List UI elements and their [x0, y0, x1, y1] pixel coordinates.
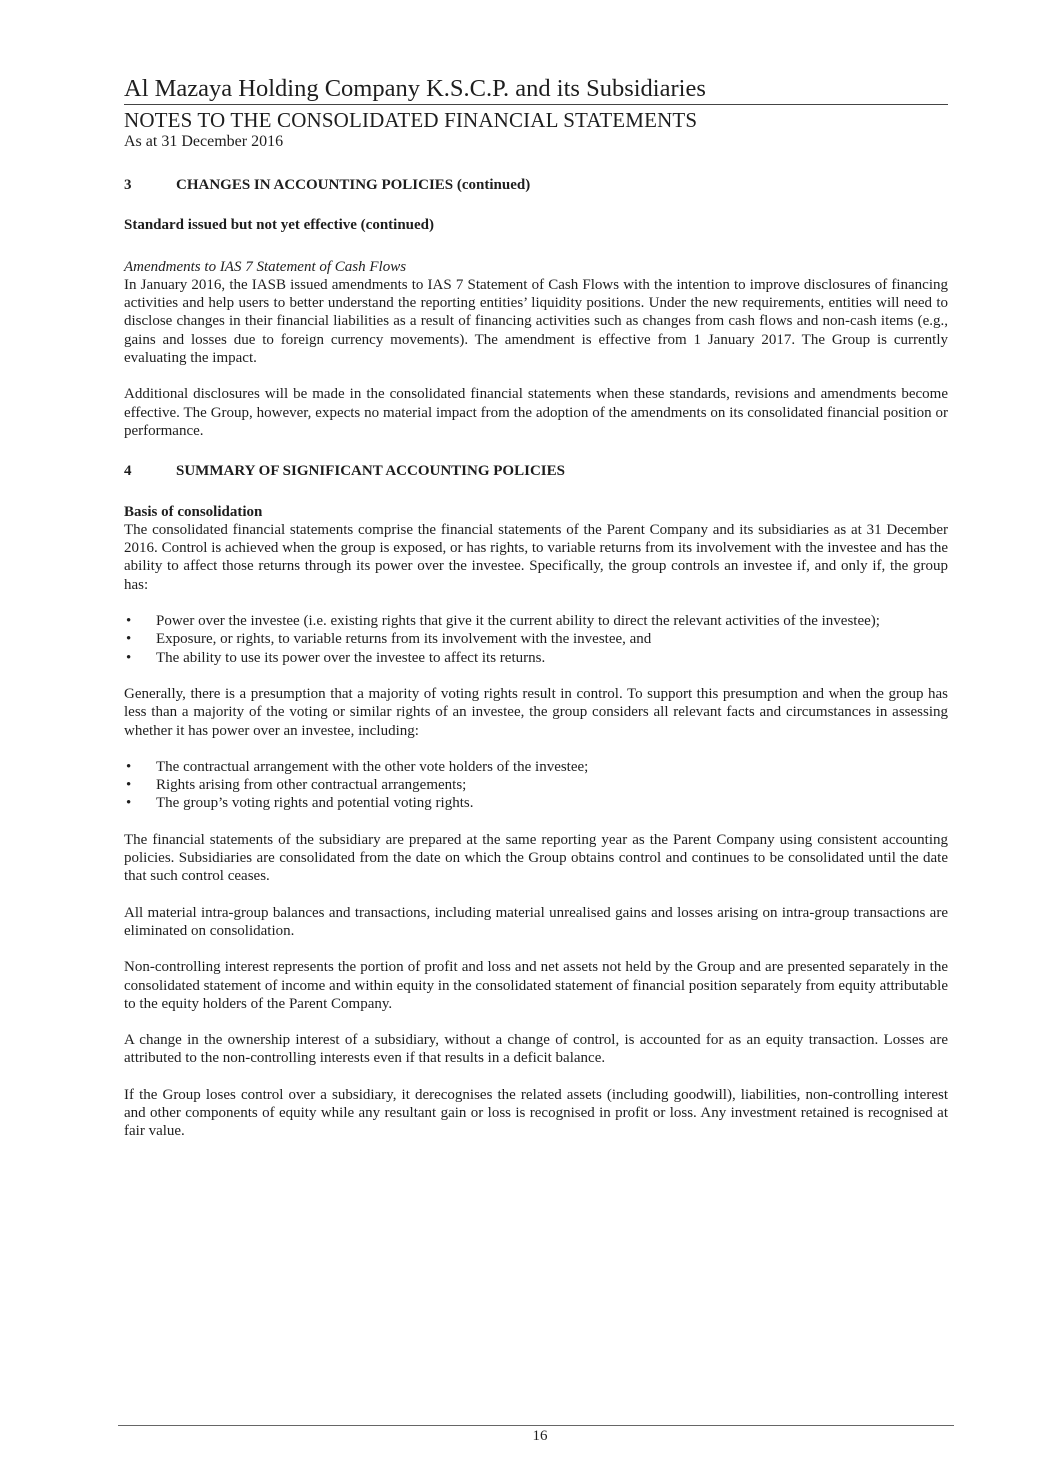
list-item: • Exposure, or rights, to variable returns from its involvement with the investee, and — [124, 630, 948, 648]
report-date: As at 31 December 2016 — [124, 133, 284, 150]
section-3-number: 3 — [124, 177, 132, 193]
header-divider — [124, 104, 948, 105]
footer-divider — [118, 1425, 954, 1426]
voting-rights-paragraph: Generally, there is a presumption that a majority of voting rights result in control. To support this presumption and when the group has less than a majority of the voting or similar rights of an investee, the group considers all relevant facts and circumstances in assessing whether it has power over an investee, including: — [124, 685, 948, 739]
standards-subheading: Standard issued but not yet effective (continued) — [124, 217, 434, 234]
list-item: • The ability to use its power over the investee to affect its returns. — [124, 649, 948, 667]
relevant-facts-list — [124, 758, 948, 813]
additional-disclosures-paragraph: Additional disclosures will be made in the consolidated financial statements when these standards, revisions and amendments become effective. The Group, however, expects no material impact from the adoption of the amendments on its consolidated financial position or performance. — [124, 386, 948, 439]
section-4-heading — [124, 462, 948, 480]
list-item: • Power over the investee (i.e. existing rights that give it the current ability to direct the relevant activities of the investee); — [124, 612, 948, 630]
intra-group-paragraph: All material intra-group balances and transactions, including material unrealised gains and losses arising on intra-group transactions are eliminated on consolidation. — [124, 904, 948, 939]
list-item: • The contractual arrangement with the other vote holders of the investee; — [124, 758, 948, 776]
ias7-amendment-heading: Amendments to IAS 7 Statement of Cash Flows — [124, 258, 407, 275]
non-controlling-interest-paragraph: Non-controlling interest represents the portion of profit and loss and net assets not held by the Group and are presented separately in the consolidated statement of income and within equity in the consolidated statement of financial position separately from equity attributable to the equity holders of the Parent Company. — [124, 959, 948, 1012]
list-item: • The group’s voting rights and potential voting rights. — [124, 794, 948, 812]
list-item: • Rights arising from other contractual arrangements; — [124, 776, 948, 794]
company-name: Al Mazaya Holding Company K.S.C.P. and its Subsidiaries — [124, 75, 706, 102]
document-body — [124, 176, 948, 1141]
subsidiary-statements-paragraph: The financial statements of the subsidiary are prepared at the same reporting year as the Parent Company using consistent accounting policies. Subsidiaries are consolidated from the date on which the Group obtains control and continues to be consolidated until the date that such control ceases. — [124, 831, 948, 885]
notes-title: NOTES TO THE CONSOLIDATED FINANCIAL STATEMENTS — [124, 108, 698, 132]
page-number: 16 — [532, 1428, 548, 1444]
basis-of-consolidation-heading: Basis of consolidation — [124, 503, 263, 520]
loss-of-control-paragraph: If the Group loses control over a subsidiary, it derecognises the related assets (including goodwill), liabilities, non-controlling interest and other components of equity while any resultant gain or loss is recognised in profit or loss. Any investment retained is recognised at fair value. — [124, 1086, 948, 1140]
section-4-title: SUMMARY OF SIGNIFICANT ACCOUNTING POLICIES — [176, 463, 565, 480]
section-3-title: CHANGES IN ACCOUNTING POLICIES (continued) — [176, 177, 531, 193]
section-4-number: 4 — [124, 463, 132, 480]
control-criteria-list — [124, 612, 948, 667]
ownership-change-paragraph: A change in the ownership interest of a subsidiary, without a change of control, is accounted for as an equity transaction. Losses are attributed to the non-controlling interests even if that results in a deficit balance. — [124, 1032, 948, 1067]
consolidation-intro-paragraph: The consolidated financial statements comprise the financial statements of the Parent Company and its subsidiaries as at 31 December 2016. Control is achieved when the group is exposed, or has rights, to variable returns from its involvement with the investee and has the ability to affect those returns through its power over the investee. Specifically, the group controls an investee if, and only if, the group has: — [124, 521, 948, 593]
ias7-amendment-paragraph: In January 2016, the IASB issued amendments to IAS 7 Statement of Cash Flows with the intention to improve disclosures of financing activities and help users to better understand the reporting entities’ liquidity positions. Under the new requirements, entities will need to disclose changes in their financial liabilities as a result of financing activities such as changes from cash flows and non-cash items (e.g., gains and losses due to foreign currency movements). The amendment is effective from 1 January 2017. The Group is currently evaluating the impact. — [124, 276, 948, 367]
section-3-heading — [124, 176, 948, 194]
